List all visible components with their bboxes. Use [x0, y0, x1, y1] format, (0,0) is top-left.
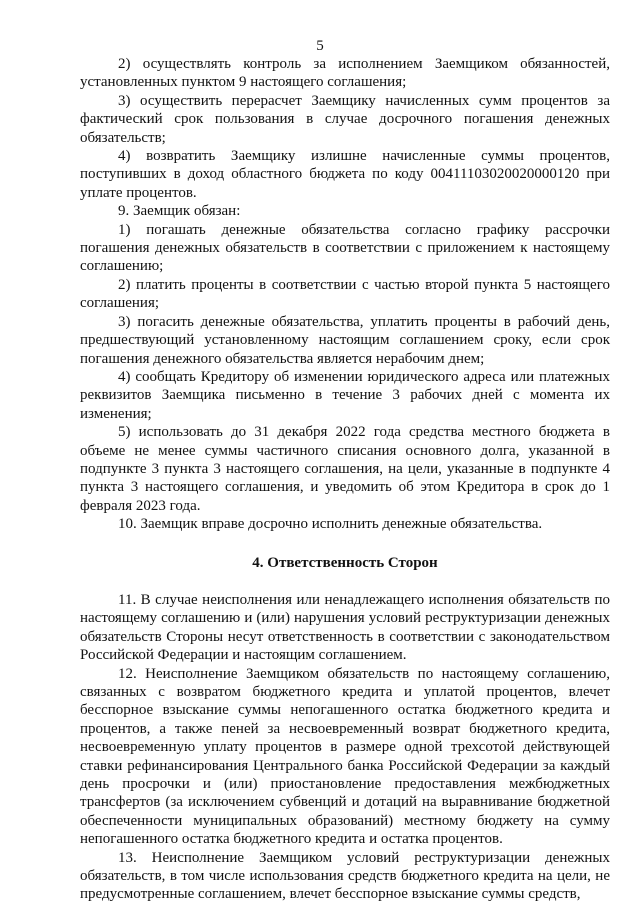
paragraph: 2) осуществлять контроль за исполнением Заемщиком обязанностей, установленных пунктом 9 настоящего соглашения; [80, 56, 610, 91]
paragraph: 1) погашать денежные обязательства согласно графику рассрочки погашения денежных обязательств в соответствии с приложением к настоящему соглашению; [80, 221, 610, 275]
paragraph: 4) возвратить Заемщику излишне начисленные суммы процентов, поступивших в доход областного бюджета по коду 00411103020020000120 при уплате процентов. [80, 148, 610, 201]
paragraph: 3) осуществить перерасчет Заемщику начисленных сумм процентов за фактический срок пользования в случае досрочного погашения денежных обязательств; [80, 92, 610, 146]
section-heading: 4. Ответственность Сторон [252, 554, 438, 571]
paragraph: 3) погасить денежные обязательства, уплатить проценты в рабочий день, предшествующий установленному настоящим соглашением сроку, если срок погашения денежного обязательства является нерабочим днем; [80, 313, 610, 367]
paragraph: 9. Заемщик обязан: [118, 203, 241, 220]
paragraph: 10. Заемщик вправе досрочно исполнить денежные обязательства. [118, 516, 543, 533]
page-number: 5 [316, 38, 324, 54]
document-body [80, 55, 610, 904]
paragraph: 4) сообщать Кредитору об изменении юридического адреса или платежных реквизитов Заемщика письменно в течение 3 рабочих дней с момента их изменения; [80, 368, 610, 422]
paragraph: 12. Неисполнение Заемщиком обязательств по настоящему соглашению, связанных с возвратом бюджетного кредита и уплатой процентов, влечет бесспорное взыскание суммы непогашенного остатка бюджетного кредита и процентов, а также пеней за несвоевременный возврат бюджетного кредита, несвоевременную уплату процентов в размере одной трехсотой действующей ставки рефинансирования Центрального банка Российской Федерации за каждый день просрочки и (или) приостановление предоставления межбюджетных трансфертов (за исключением субвенций и дотаций на выравнивание бюджетной обеспеченности муниципальных образований) местному бюджету на сумму непогашенного остатка бюджетного кредита и остатка процентов. [80, 665, 610, 848]
paragraph: 5) использовать до 31 декабря 2022 года средства местного бюджета в объеме не менее суммы частичного списания основного долга, указанной в подпункте 3 пункта 3 настоящего соглашения, на цели, указанные в подпункте 4 пункта 3 настоящего соглашения, и уведомить об этом Кредитора в срок до 1 февраля 2023 года. [80, 424, 610, 514]
paragraph: 11. В случае неисполнения или ненадлежащего исполнения обязательств по настоящему соглашению и (или) нарушения условий реструктуризации денежных обязательств Стороны несут ответственность в соответствии с законодательством Российской Федерации и настоящим соглашением. [80, 591, 610, 664]
paragraph: 2) платить проценты в соответствии с частью второй пункта 5 настоящего соглашения; [80, 276, 610, 312]
paragraph: 13. Неисполнение Заемщиком условий реструктуризации денежных обязательств, в том числе использования средств бюджетного кредита на цели, не предусмотренные соглашением, влечет бесспорное взыскание суммы средств, [80, 849, 610, 903]
